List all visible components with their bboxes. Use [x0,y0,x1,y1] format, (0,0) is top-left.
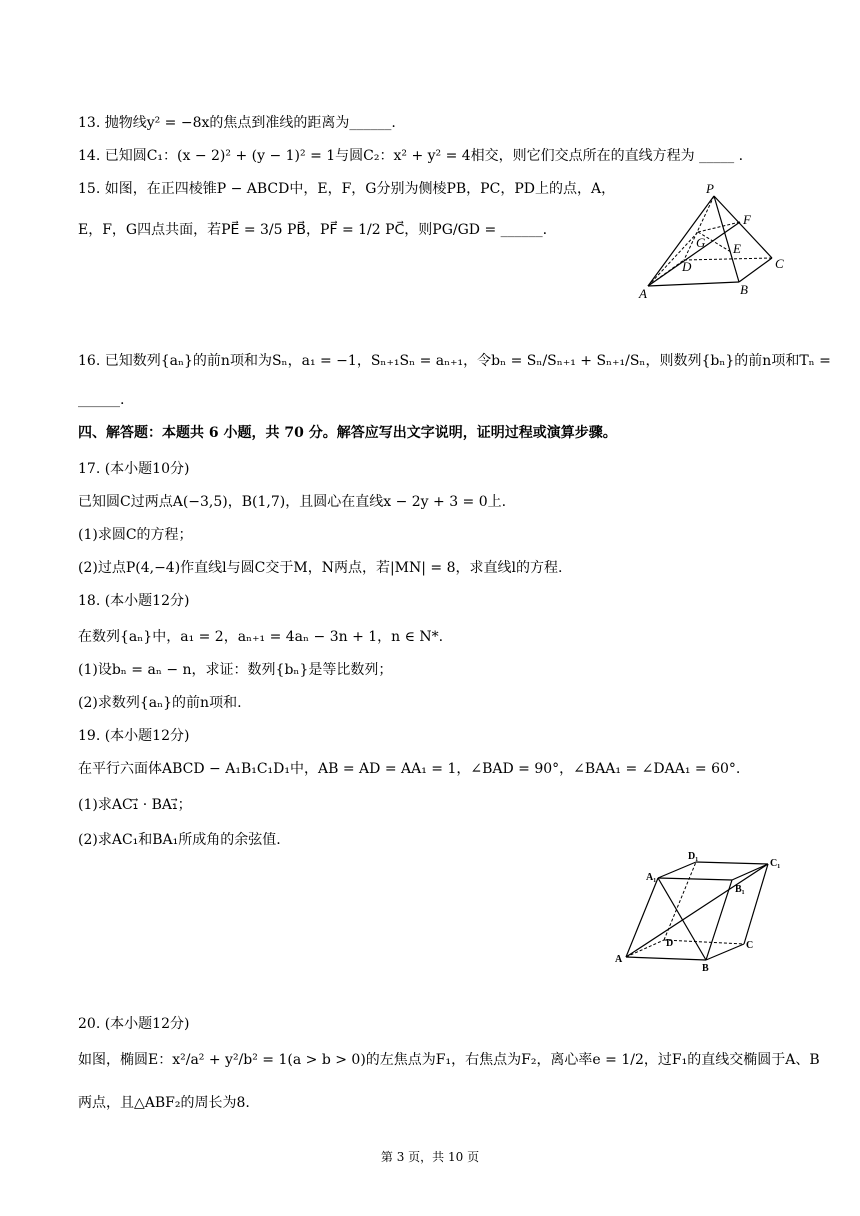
line-q15-b: E，F，G四点共面，若PE⃗ = 3/5 PB⃗，PF⃗ = 1/2 PC⃗，则PG/GD = ______. [78,222,548,238]
q17-stem: 已知圆C过两点A(−3,5)，B(1,7)，且圆心在直线x − 2y + 3 = 0上. [78,494,507,510]
q17-part1: (1)求圆C的方程； [78,527,193,543]
q19-part2: (2)求AC₁和BA₁所成角的余弦值. [78,832,281,848]
q18-part2: (2)求数列{aₙ}的前n项和. [78,695,242,711]
pyramid-label-D: D [682,259,692,274]
q18-part1: (1)设bₙ = aₙ − n，求证：数列{bₙ}是等比数列； [78,662,393,678]
q17-part2: (2)过点P(4,−4)作直线l与圆C交于M，N两点，若|MN| = 8，求直线l的方程. [78,560,563,576]
pyramid-label-P: P [706,181,714,196]
prism-label-D1: D₁ [688,851,699,862]
q18-header: 18. (本小题12分) [78,593,190,609]
pyramid-label-A: A [639,286,647,301]
pyramid-label-B: B [740,282,748,297]
line-q15-a: 15. 如图，在正四棱锥P − ABCD中，E，F，G分别为侧棱PB，PC，PD上的点，A， [78,181,616,197]
q20-stem-cont: 两点，且△ABF₂的周长为8. [78,1095,250,1111]
q19-part1: (1)求AC₁⃗ · BA₁⃗； [78,797,192,813]
pyramid-label-E: E [733,241,741,256]
prism-label-C1: C₁ [770,858,781,869]
q18-stem: 在数列{aₙ}中，a₁ = 2，aₙ₊₁ = 4aₙ − 3n + 1，n ∈ N*. [78,629,444,645]
prism-label-A1: A₁ [646,872,657,883]
section-heading: 四、解答题：本题共 6 小题，共 70 分。解答应写出文字说明，证明过程或演算步骤。 [78,425,617,441]
q20-header: 20. (本小题12分) [78,1016,190,1032]
q17-header: 17. (本小题10分) [78,461,190,477]
prism-label-B: B [702,963,709,974]
pyramid-label-F: F [743,212,751,227]
line-q16-b: ______. [78,392,125,408]
page-footer: 第 3 页，共 10 页 [380,1150,480,1164]
q19-stem: 在平行六面体ABCD − A₁B₁C₁D₁中，AB = AD = AA₁ = 1，∠BAD = 90°，∠BAA₁ = ∠DAA₁ = 60°. [78,761,741,777]
prism-label-D: D [666,938,674,949]
line-q13: 13. 抛物线y² = −8x的焦点到准线的距离为______. [78,115,396,131]
q19-header: 19. (本小题12分) [78,728,190,744]
pyramid-figure [636,180,796,305]
parallelepiped-figure [612,850,788,975]
line-q14: 14. 已知圆C₁：(x − 2)² + (y − 1)² = 1与圆C₂：x² + y² = 4相交，则它们交点所在的直线方程为 _____ . [78,148,744,164]
prism-label-B1: B₁ [735,884,745,895]
q20-stem: 如图，椭圆E：x²/a² + y²/b² = 1(a > b > 0)的左焦点为F₁，右焦点为F₂，离心率e = 1/2，过F₁的直线交椭圆于A、B [78,1052,820,1068]
prism-label-A: A [615,954,623,965]
prism-label-C: C [746,940,754,951]
pyramid-label-G: G [696,235,706,250]
line-q16-a: 16. 已知数列{aₙ}的前n项和为Sₙ，a₁ = −1，Sₙ₊₁Sₙ = aₙ₊₁，令bₙ = Sₙ/Sₙ₊₁ + Sₙ₊₁/Sₙ，则数列{bₙ}的前n项和Tₙ = [78,353,831,369]
pyramid-label-C: C [775,256,784,271]
